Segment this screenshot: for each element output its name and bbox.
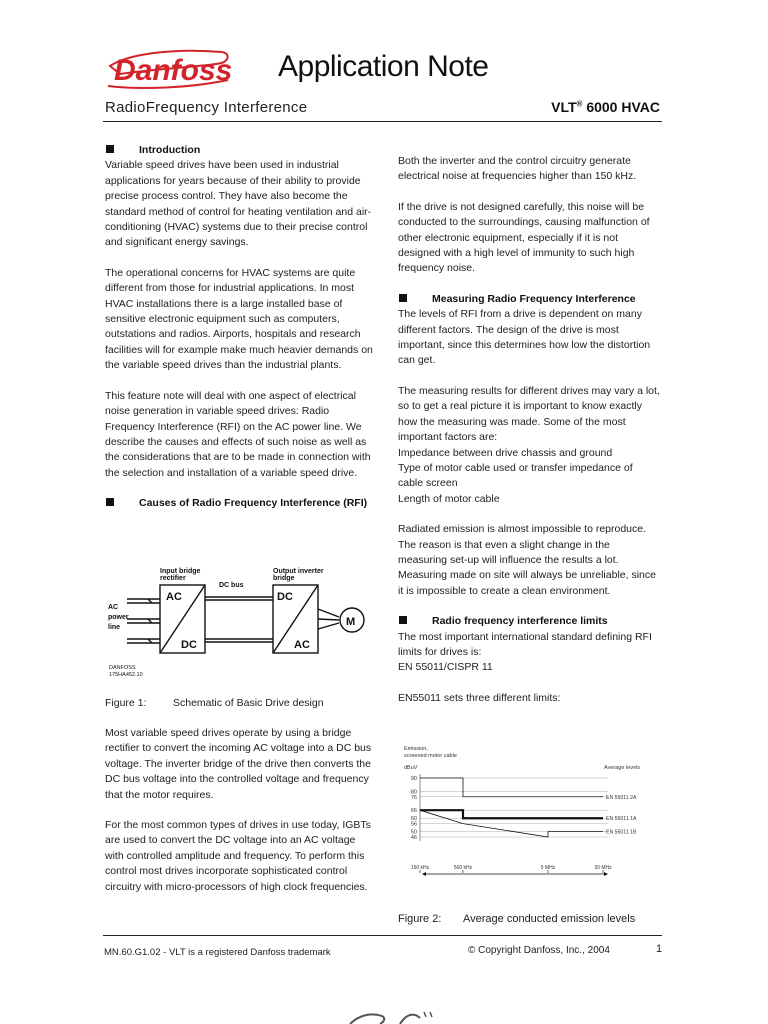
chart-y-tick: 76 — [410, 794, 417, 801]
chart-y-tick: 56 — [410, 821, 417, 828]
input-bridge-label: Input bridge — [160, 568, 201, 575]
motor-text: M — [346, 616, 356, 628]
bullet-square-icon — [399, 616, 407, 624]
intro-paragraph-2: The operational concerns for HVAC systems are quite different from those for industrial applications. In most HVAC installations there is a large installed base of sensitive electronic equipment such as computers, outstations and radios. Airports, hospitals and research facilities will for example make much heavier demands on the variable speed drives than the industrial plants. — [105, 266, 373, 372]
figure-code-2: 175HA452.10 — [109, 672, 143, 678]
drive-schematic-figure — [105, 563, 375, 681]
factor-item-1: Impedance between drive chassis and ground — [398, 446, 613, 459]
rectifier-ac-text: AC — [166, 591, 182, 603]
chart-y-label: dBuV — [404, 765, 418, 771]
chart-y-tick: 90 — [410, 776, 417, 782]
page-title: Application Note — [278, 50, 489, 83]
chart-legend-entry: EN 55011 1A — [606, 816, 637, 823]
figure-1-caption: Figure 1: Schematic of Basic Drive design — [105, 697, 324, 709]
rectifier-dc-text: DC — [181, 639, 197, 651]
product-name — [551, 99, 660, 115]
measuring-paragraph-2: The measuring results for different drives may vary a lot, so to get a real picture it is important to know exactly how the measuring was made. Some of the most important factors are: — [398, 384, 660, 444]
chart-x-tick: 150 kHz — [410, 865, 430, 871]
factor-item-2: Type of motor cable used or transfer impedance of cable screen — [398, 461, 633, 490]
product-brand: VLT — [551, 99, 577, 115]
chart-x-tick: 500 kHz — [453, 865, 473, 871]
footer-copyright: © Copyright Danfoss, Inc., 2004 — [468, 945, 610, 956]
chart-y-tick: 80 — [410, 789, 417, 796]
footer-rule — [103, 935, 662, 936]
measuring-paragraph-1: The levels of RFI from a drive is dependent on many different factors. The design of the drive is most important, since this determines how low the distortion can get. — [398, 308, 651, 367]
chart-series-line — [420, 778, 603, 797]
registered-mark: ® — [576, 99, 583, 109]
left-column-lower — [105, 726, 375, 895]
chart-legend-entry: EN 55011 2A — [606, 794, 637, 801]
section-heading-introduction: Introduction — [105, 143, 375, 158]
chart-x-tick: 5 MHz — [540, 865, 556, 871]
noise-paragraph-2: If the drive is not designed carefully, this noise will be conducted to the surroundings, causing malfunction of other electronic equipment, especially if it is not designed with a high level of immunity to such high frequency noise. — [398, 200, 650, 275]
header-rule — [103, 121, 662, 122]
figure-code-1: DANFOSS — [109, 665, 136, 671]
line-label: line — [108, 624, 121, 631]
power-label: power — [108, 614, 129, 621]
page-number: 1 — [656, 943, 663, 955]
chart-legend-entry: EN 55011 1B — [606, 829, 637, 836]
section-heading-causes: Causes of Radio Frequency Interference (RFI) — [105, 496, 375, 511]
causes-paragraph-1: Most variable speed drives operate by using a bridge rectifier to convert the incoming AC voltage into a DC bus voltage. The inverter bridge of the drive then converts the DC bus voltage into the controlled voltage and frequency that the motor requires. — [105, 727, 372, 801]
section-heading-limits: Radio frequency interference limits — [398, 614, 660, 629]
arrow-right-icon — [604, 872, 608, 876]
footer-trademark: MN.60.G1.02 - VLT is a registered Danfoss trademark — [104, 947, 331, 958]
dc-bus-label: DC bus — [219, 582, 244, 589]
chart-x-tick: 30 MHz — [594, 865, 612, 871]
bullet-square-icon — [106, 498, 114, 506]
bullet-square-icon — [399, 294, 407, 302]
right-column — [398, 154, 660, 706]
section-heading-measuring: Measuring Radio Frequency Interference — [398, 292, 660, 307]
limits-paragraph-1: The most important international standard defining RFI limits for drives is: — [398, 630, 652, 658]
figure-2-caption: Figure 2: Average conducted emission levels — [398, 913, 636, 925]
measuring-paragraph-3: Radiated emission is almost impossible to reproduce. The reason is that even a slight change in the measuring set-up will influence the results a lot. Measuring made on site will always be unreliable, since it is impossible to create a clean environment. — [398, 523, 656, 597]
document-subtitle: RadioFrequency Interference — [105, 99, 308, 116]
limits-paragraph-2: EN55011 sets three different limits: — [398, 691, 561, 704]
chart-legend-title: Average levels — [604, 765, 640, 771]
chart-series-line — [420, 810, 603, 818]
factor-item-3: Length of motor cable — [398, 492, 500, 505]
chart-y-tick: 66 — [410, 808, 417, 815]
chart-y-tick: 60 — [410, 816, 417, 823]
chart-title-line-2: screened motor cable — [404, 753, 457, 759]
left-column — [105, 143, 375, 512]
emission-levels-chart — [398, 742, 660, 882]
noise-paragraph-1: Both the inverter and the control circuitry generate electrical noise at frequencies higher than 150 kHz. — [398, 155, 637, 183]
chart-y-tick: 50 — [410, 829, 417, 836]
causes-paragraph-2: For the most common types of drives in use today, IGBTs are used to convert the DC voltage into an AC voltage with controlled amplitude and frequency. To perform this control most drives incorporate sophisticated control circuitry with micro-processors of high clock frequencies. — [105, 819, 371, 893]
chart-y-tick: 46 — [410, 835, 417, 841]
ac-label: AC — [108, 604, 119, 611]
bottom-logo-fragment — [330, 1008, 450, 1024]
logo-wordmark: Danfoss — [114, 54, 233, 87]
limits-standard: EN 55011/CISPR 11 — [398, 661, 493, 674]
product-model: 6000 HVAC — [582, 99, 660, 115]
arrow-left-icon — [422, 872, 426, 876]
danfoss-logo — [100, 40, 240, 96]
inverter-dc-text: DC — [277, 591, 293, 603]
bridge-label: bridge — [273, 575, 295, 582]
intro-paragraph-1: Variable speed drives have been used in industrial applications for years because of their ability to provide precise process control. They have also become the standard method of control for heating ventilation and air-conditioning (HVAC) systems due to their precise control and significant energy savings. — [105, 159, 372, 249]
rectifier-label: rectifier — [160, 575, 186, 582]
intro-paragraph-3: This feature note will deal with one aspect of electrical noise generation in variable speed drives: Radio Frequency Interference (RFI) on the AC power line. We describe the causes and effects of such noise as well as the considerations that are to be made in connection with the selection and installation of a variable speed drive. — [105, 389, 371, 479]
inverter-ac-text: AC — [294, 639, 310, 651]
chart-title-line-1: Emission, — [404, 746, 428, 752]
output-inverter-label: Output inverter — [273, 568, 324, 575]
bullet-square-icon — [106, 145, 114, 153]
